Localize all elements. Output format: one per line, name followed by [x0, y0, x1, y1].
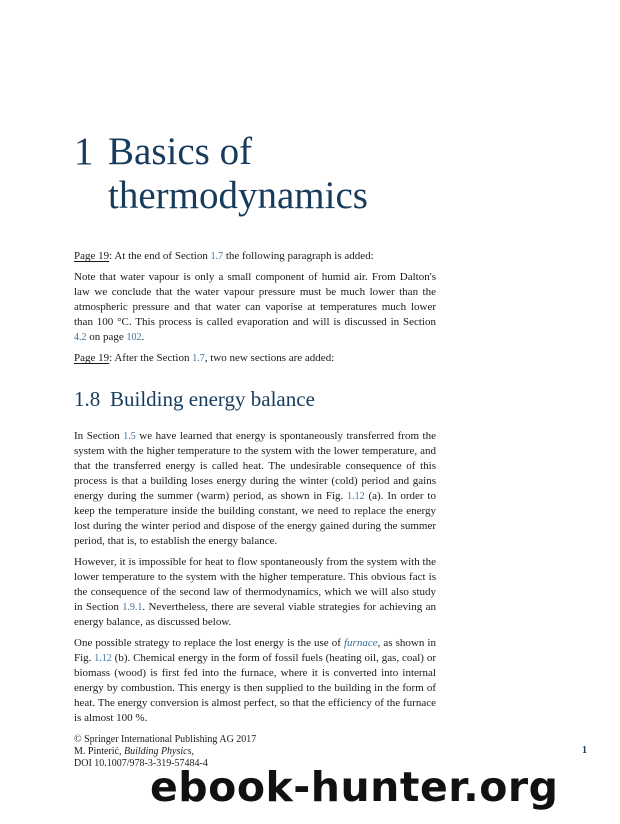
page-reference[interactable]: Page 19: [74, 250, 110, 262]
section-link[interactable]: 1.9.1: [122, 602, 143, 613]
section-link[interactable]: 1.7: [192, 353, 205, 364]
chapter-number: 1: [74, 130, 94, 173]
copyright-line: © Springer International Publishing AG 2017: [74, 734, 257, 745]
glossary-link[interactable]: furnace: [343, 637, 378, 649]
intro-paragraph-1: Page 19: At the end of Section 1.7 the following paragraph is added:: [74, 250, 374, 262]
doi-line: DOI 10.1007/978-3-319-57484-4: [74, 758, 208, 769]
section-number: 1.8: [74, 387, 101, 411]
intro-block: [74, 249, 436, 372]
section-heading: [74, 386, 315, 412]
section-title: Building energy balance: [110, 387, 315, 411]
page-number: 1: [582, 745, 587, 756]
body-paragraph-1: In Section 1.5 we have learned that energy is spontaneously transferred from the system with the higher temperature to the system with the lower temperature, and that the transferred energy is called heat. The undesirable consequence of this process is that a building loses energy during the winter (cold) period and gains energy during the summer (warm) period, as shown in Fig. 1.12 (a). In order to keep the temperature inside the building constant, we need to replace the energy lost during the winter period and dispose of the energy gained during the summer period, that is, to establish the energy balance.: [74, 430, 436, 547]
page-reference[interactable]: Page 19: [74, 352, 110, 364]
book-title: Building Physics: [124, 746, 192, 757]
figure-link[interactable]: 1.12: [347, 491, 365, 502]
section-link[interactable]: 4.2: [74, 332, 87, 343]
body-paragraph-3: One possible strategy to replace the lost energy is the use of furnace, as shown in Fig. 1.12 (b). Chemical energy in the form of fossil fuels (heating oil, gas, coal) or biomass (wood) is first fed into the furnace, where it is converted into internal energy by combustion. This energy is then supplied to the building in the form of heat. The energy conversion is almost perfect, so that the efficiency of the furnace is almost 100 %.: [74, 637, 436, 724]
watermark-text: ebook-hunter.org: [150, 763, 559, 811]
intro-paragraph-3: Page 19: After the Section 1.7, two new sections are added:: [74, 352, 335, 364]
author-line: M. Pinterić, Building Physics,: [74, 746, 194, 757]
body-paragraph-2: However, it is impossible for heat to flow spontaneously from the system with the lower temperature to the system with the higher temperature. This obvious fact is the consequence of the second law of thermodynamics, which we will also study in Section 1.9.1. Nevertheless, there are several viable strategies for achieving an energy balance, as discussed below.: [74, 556, 436, 628]
section-body: [74, 429, 436, 732]
section-link[interactable]: 1.7: [210, 251, 224, 262]
intro-paragraph-2: Note that water vapour is only a small component of humid air. From Dalton's law we conclude that the water vapour pressure must be much lower than the atmospheric pressure and that water can vaporise at temperatures much lower than 100 °C. This process is called evaporation and will is discussed in Section 4.2 on page 102.: [74, 271, 436, 343]
chapter-title: Basics of thermodynamics: [108, 130, 368, 217]
section-link[interactable]: 1.5: [123, 431, 136, 442]
figure-link[interactable]: 1.12: [94, 653, 112, 664]
page-link[interactable]: 102: [126, 332, 142, 343]
